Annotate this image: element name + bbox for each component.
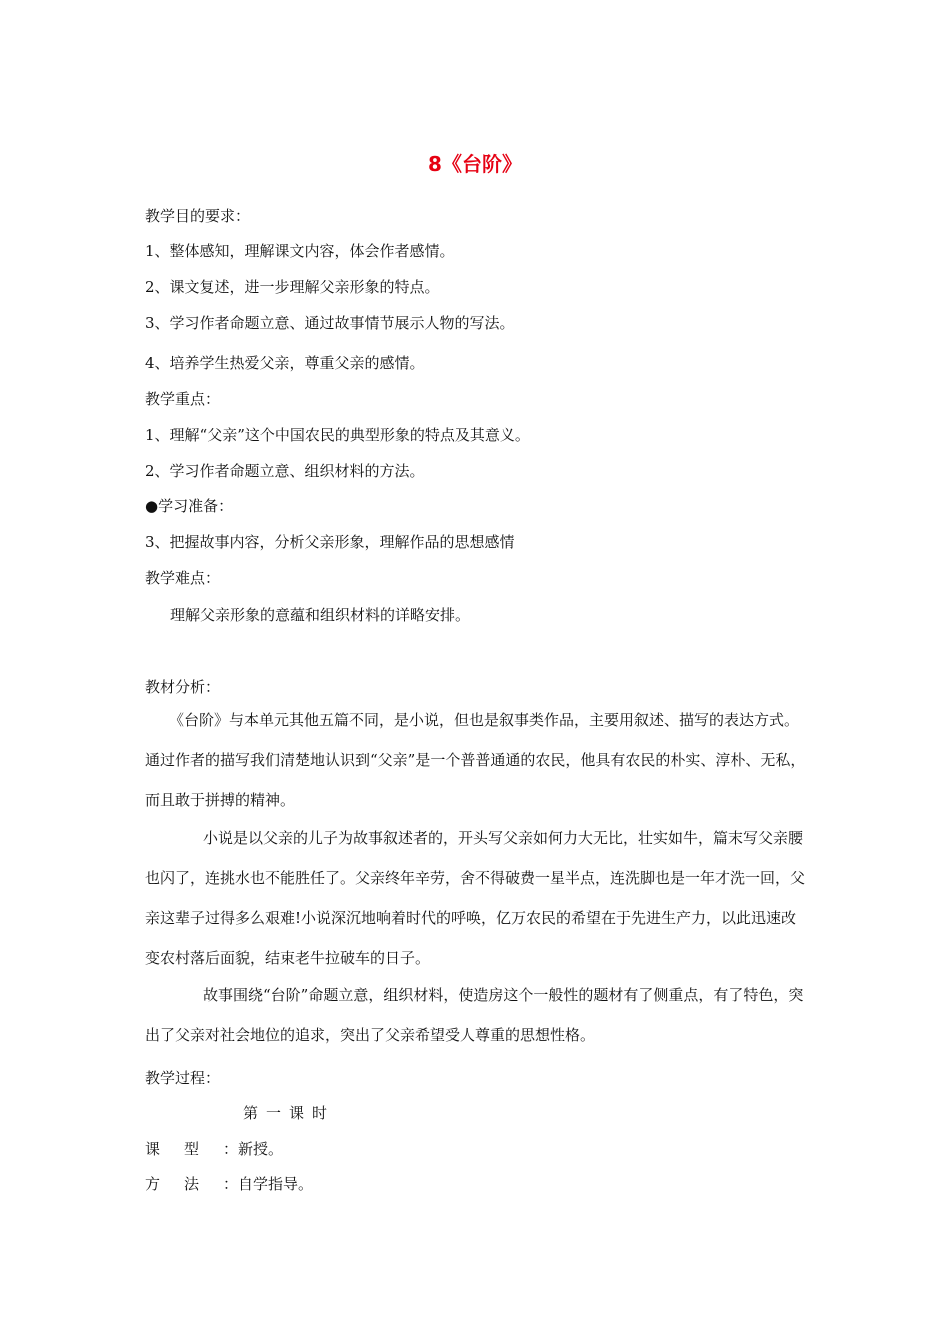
page-title: 8《台阶》 — [428, 152, 522, 176]
goals-heading: 教学目的要求： — [145, 207, 251, 225]
goal-item: 4、培养学生热爱父亲，尊重父亲的感情。 — [145, 354, 425, 372]
analysis-paragraph-2: 小说是以父亲的儿子为故事叙述者的，开头写父亲如何力大无比，壮实如牛，篇末写父亲腰也闪了，连挑水也不能胜任了。父亲终年辛劳，舍不得破费一星半点，连洗脚也是一年才洗一回，父亲这辈子过得多么艰难!小说深沉地响着时代的呼唤，亿万农民的希望在于先进生产力，以此迅速改变农村落后面貌，结束老牛拉破车的日子。 — [145, 829, 806, 967]
difficulty-heading: 教学难点： — [145, 569, 221, 587]
process-heading: 教学过程： — [145, 1069, 221, 1087]
analysis-heading: 教材分析： — [145, 678, 221, 696]
lesson-type-key: 课 型 — [145, 1140, 200, 1158]
goal-item: 3、学习作者命题立意、通过故事情节展示人物的写法。 — [145, 314, 515, 332]
key-point-item: 1、理解“父亲”这个中国农民的典型形象的特点及其意义。 — [145, 426, 530, 444]
difficulty-text: 理解父亲形象的意蕴和组织材料的详略安排。 — [170, 606, 471, 624]
lesson-type-row — [145, 1138, 283, 1159]
key-point-item: 2、学习作者命题立意、组织材料的方法。 — [145, 462, 425, 480]
lesson-method-key: 方 法 — [145, 1175, 200, 1193]
prep-item: 3、把握故事内容，分析父亲形象，理解作品的思想感情 — [145, 533, 515, 551]
goal-item: 2、课文复述，进一步理解父亲形象的特点。 — [145, 278, 440, 296]
analysis-paragraph-1: 《台阶》与本单元其他五篇不同，是小说，但也是叙事类作品，主要用叙述、描写的表达方式。通过作者的描写我们清楚地认识到“父亲”是一个普普通通的农民，他具有农民的朴实、淳朴、无私，而且敢于拼搏的精神。 — [145, 711, 806, 809]
key-heading: 教学重点： — [145, 390, 221, 408]
lesson-type-value: ：新授。 — [223, 1140, 284, 1158]
goal-item: 1、整体感知，理解课文内容，体会作者感情。 — [145, 242, 455, 260]
prep-heading: ●学习准备： — [145, 497, 234, 515]
lesson-title: 第一课时 — [243, 1104, 336, 1122]
analysis-paragraph-3: 故事围绕“台阶”命题立意，组织材料，使造房这个一般性的题材有了侧重点，有了特色，突出了父亲对社会地位的追求，突出了父亲希望受人尊重的思想性格。 — [145, 986, 804, 1044]
lesson-method-value: ：自学指导。 — [223, 1175, 314, 1193]
lesson-method-row — [145, 1173, 313, 1194]
